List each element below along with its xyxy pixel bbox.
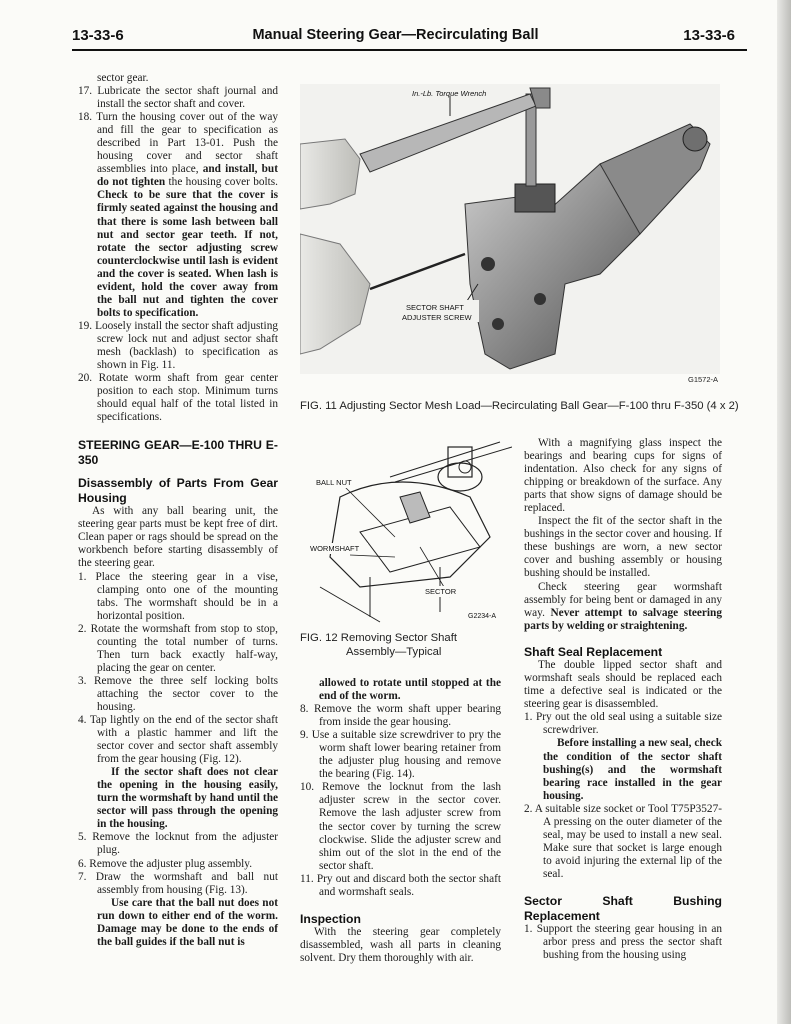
fig11-label-torque-wrench: In.-Lb. Torque Wrench bbox=[412, 89, 487, 98]
step-17: 17. Lubricate the sector shaft journal and install the sector shaft and cover. bbox=[78, 85, 278, 111]
inspection-title: Inspection bbox=[300, 911, 361, 926]
bushing-title: Sector Shaft Bushing Replacement bbox=[524, 894, 722, 923]
step-9: 9. Use a suitable size screwdriver to pry the worm shaft lower bearing retainer from the adjuster plug housing and remove the bearing (Fig. 14). bbox=[300, 729, 501, 781]
fig12-diagram bbox=[300, 437, 512, 625]
page-number-right: 13-33-6 bbox=[683, 27, 735, 44]
step-7-note-continued: allowed to rotate until stopped at the end of the worm. bbox=[319, 677, 501, 703]
step-18-bold: and install, but do not tighten bbox=[97, 163, 278, 189]
seal-paragraph: The double lipped sector shaft and wormshaft seals should be replaced each time a defective seal is indicated or the steering gear is disassembled. bbox=[524, 659, 722, 711]
page-edge-shadow bbox=[777, 0, 791, 1024]
inspection-paragraph-4 bbox=[524, 581, 722, 633]
step-4-note: If the sector shaft does not clear the opening in the housing easily, turn the wormshaft by hand until the sector will pass through the opening in the housing. bbox=[97, 766, 278, 831]
step-7: 7. Draw the wormshaft and ball nut assembly from housing (Fig. 13). bbox=[78, 870, 278, 896]
seal-step-1: 1. Pry out the old seal using a suitable size screwdriver. bbox=[524, 711, 722, 737]
seal-title: Shaft Seal Replacement bbox=[524, 644, 663, 659]
inspection-paragraph-3: Inspect the fit of the sector shaft in the bushings in the sector cover and housing. If these bushings are worn, a new sector cover and bushing assembly or housing bushing should be installed. bbox=[524, 515, 722, 580]
page-number-left: 13-33-6 bbox=[72, 27, 124, 44]
header-rule bbox=[72, 49, 747, 51]
column-left bbox=[78, 72, 278, 949]
fig12-caption-line1: FIG. 12 Removing Sector Shaft bbox=[300, 632, 457, 644]
step-8: 8. Remove the worm shaft upper bearing from inside the gear housing. bbox=[300, 703, 501, 729]
seal-step-2: 2. A suitable size socket or Tool T75P3527-A pressing on the outer diameter of the seal, may be used to install a new seal. Make sure that socket is large enough to avoid injuring the external lip of the seal. bbox=[524, 802, 722, 880]
inspection-warning: Never attempt to salvage steering parts by welding or straightening. bbox=[524, 606, 722, 632]
fig12-label-sector: SECTOR bbox=[425, 587, 457, 596]
subsection-title: Disassembly of Parts From Gear Housing bbox=[78, 476, 278, 505]
column-right bbox=[524, 437, 722, 962]
bushing-step-1: 1. Support the steering gear housing in an arbor press and press the sector shaft bushing from the housing using bbox=[524, 923, 722, 962]
step-10: 10. Remove the locknut from the lash adjuster screw in the sector cover. Remove the lash adjuster screw from the sector cover by turning the screw clockwise. Slide the adjuster screw and shim out of the slot in the end of the sector shaft. bbox=[300, 781, 501, 872]
inspection-text: Check steering gear wormshaft assembly for being bent or damaged in any way. bbox=[524, 580, 722, 619]
step-11: 11. Pry out and discard both the sector shaft and wormshaft seals. bbox=[300, 872, 501, 898]
fig11-label-screw-2: ADJUSTER SCREW bbox=[402, 313, 472, 322]
step-4: 4. Tap lightly on the end of the sector shaft with a plastic hammer and lift the sector cover and sector shaft assembly from the gear housing (Fig. 12). bbox=[78, 714, 278, 766]
fig12-caption-line2: Assembly—Typical bbox=[346, 645, 442, 658]
step-2: 2. Rotate the wormshaft from stop to stop, counting the total number of turns. Then turn back exactly half-way, placing the gear on center. bbox=[78, 622, 278, 674]
inspection-paragraph-2: With a magnifying glass inspect the bearings and bearing cups for signs of indentation. Also check for any signs of chipping or breakdown of the surface. Any parts that show signs of damage should be replaced. bbox=[524, 437, 722, 515]
continued-text: sector gear. bbox=[97, 72, 149, 84]
step-7-note: Use care that the ball nut does not run down to either end of the worm. Damage may be done to the ends of the ball guides if the ball nut is bbox=[97, 896, 278, 948]
step-3: 3. Remove the three self locking bolts attaching the sector cover to the housing. bbox=[78, 674, 278, 713]
seal-note: Before installing a new seal, check the condition of the sector shaft bushing(s) and the wormshaft bearing race installed in the gear housing. bbox=[543, 737, 722, 802]
step-20: 20. Rotate worm shaft from gear center position to each stop. Minimum turns should equal half of the total listed in specifications. bbox=[78, 372, 278, 424]
step-5: 5. Remove the locknut from the adjuster plug. bbox=[78, 831, 278, 857]
section-title: STEERING GEAR—E-100 THRU E-350 bbox=[78, 438, 278, 467]
fig12-id: G2234-A bbox=[468, 613, 497, 620]
fig11-label-screw-1: SECTOR SHAFT bbox=[406, 303, 464, 312]
step-18-text-end: the housing cover bolts. bbox=[168, 176, 278, 189]
step-18 bbox=[78, 111, 278, 320]
fig12-caption bbox=[300, 632, 510, 659]
fig11-id: G1572-A bbox=[688, 375, 719, 384]
fig12-label-ball-nut: BALL NUT bbox=[316, 478, 352, 487]
fig11-photo bbox=[300, 84, 720, 374]
step-19: 19. Loosely install the sector shaft adjusting screw lock nut and adjust sector shaft mesh (backlash) to specification as shown in Fig. 11. bbox=[78, 319, 278, 372]
step-1: 1. Place the steering gear in a vise, clamping onto one of the mounting tabs. The wormshaft should be in a horizontal position. bbox=[78, 570, 278, 622]
inspection-paragraph: With the steering gear completely disassembled, wash all parts in cleaning solvent. Dry them thoroughly with air. bbox=[300, 926, 501, 965]
step-18-text: 18. Turn the housing cover out of the way and fill the gear to specification as described in Part 13-01. Push the housing cover and sector shaft assemblies into place, bbox=[78, 111, 278, 176]
page-title: Manual Steering Gear—Recirculating Ball bbox=[252, 27, 539, 43]
fig11-caption: FIG. 11 Adjusting Sector Mesh Load—Recirculating Ball Gear—F-100 thru F-350 (4 x 2) bbox=[300, 400, 739, 412]
fig12-label-wormshaft: WORMSHAFT bbox=[310, 544, 360, 553]
column-middle bbox=[300, 677, 501, 965]
step-18-warning: Check to be sure that the cover is firmly seated against the housing and that there is some lash between ball nut and sector gear teeth. If not, rotate the sector adjusting screw counterclockwise until lash is evident and the cover is seated. When lash is evident, hold the cover away from the ball nut and tighten the cover bolts to specification. bbox=[97, 189, 278, 319]
intro-paragraph: As with any ball bearing unit, the steering gear parts must be kept free of dirt. Clean paper or rags should be spread on the workbench before starting disassembly of the steering gear. bbox=[78, 505, 278, 570]
step-6: 6. Remove the adjuster plug assembly. bbox=[78, 857, 253, 870]
